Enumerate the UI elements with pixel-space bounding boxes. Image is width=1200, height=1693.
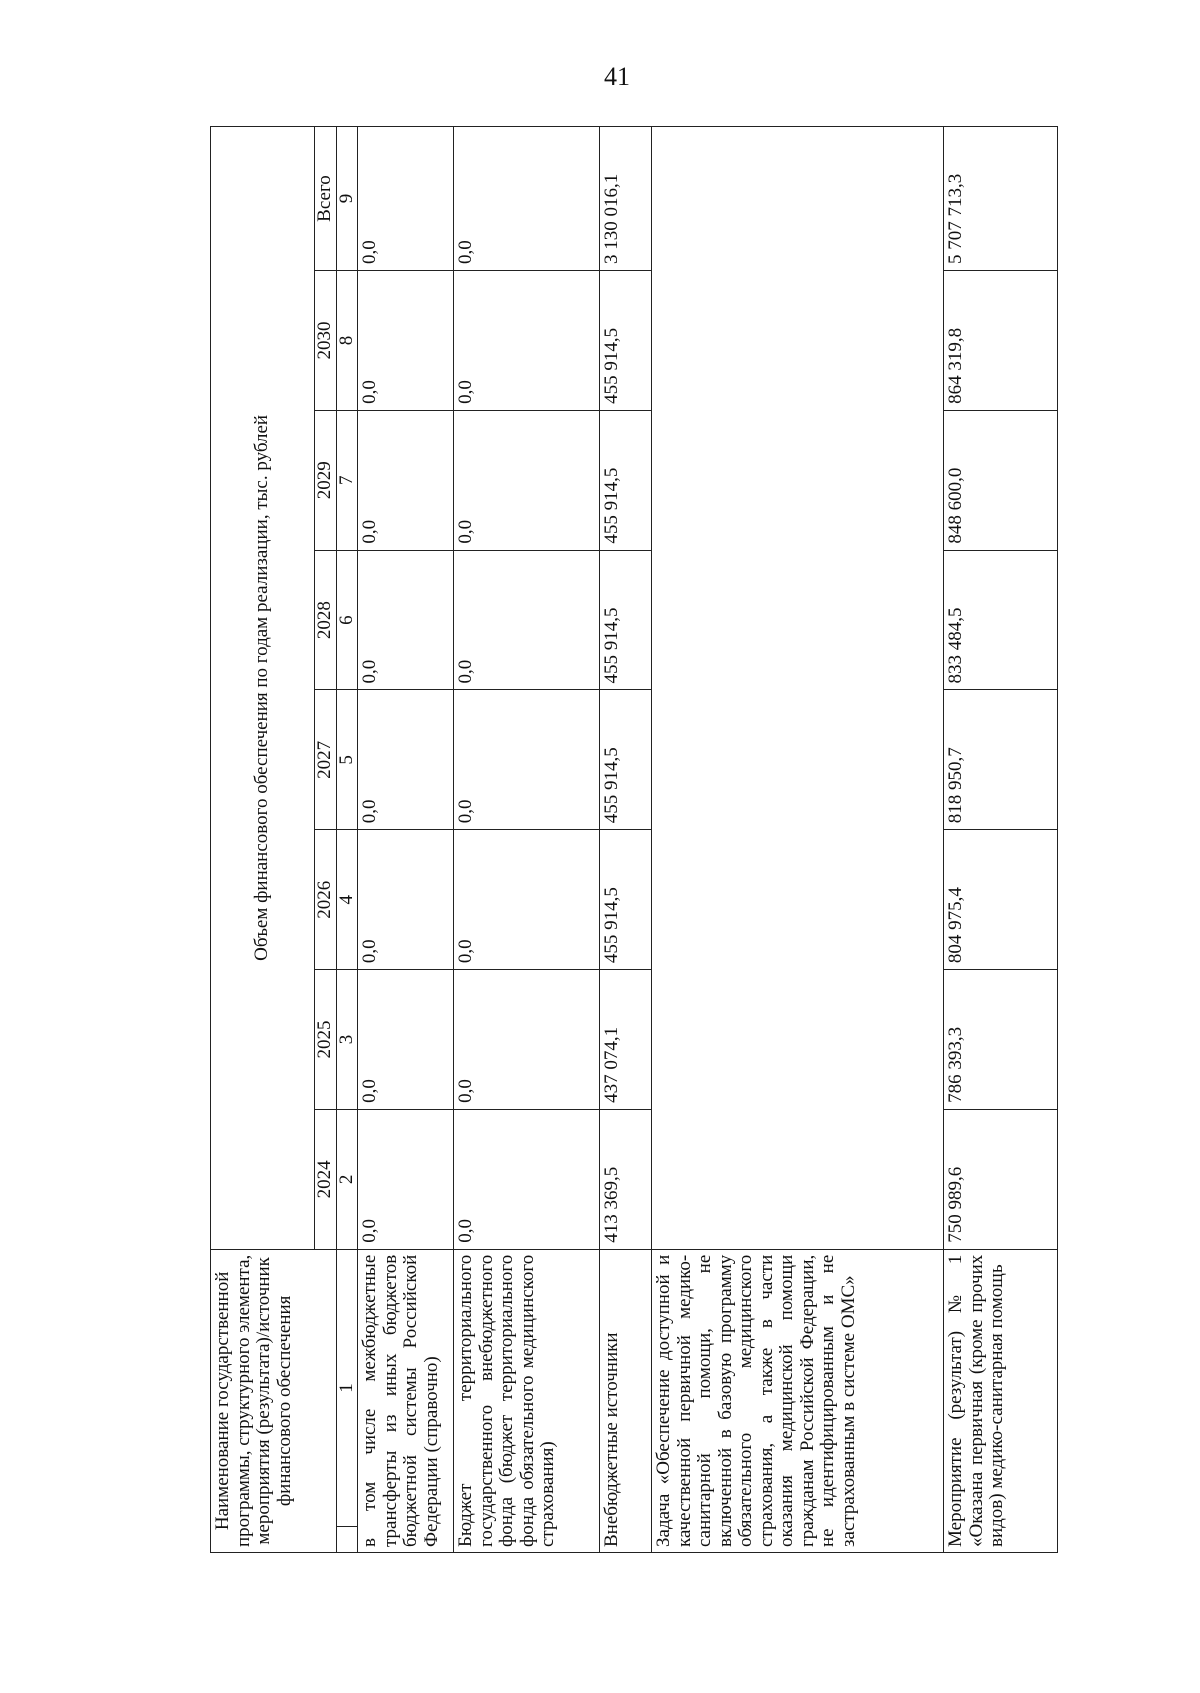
page-number: 41 (604, 62, 630, 91)
value-cell: 413 369,5 (600, 1109, 652, 1249)
rotated-table-wrapper (210, 126, 1058, 1553)
value-cell: 5 707 713,3 (944, 127, 1058, 271)
header-colnum-2: 2 (336, 1109, 358, 1249)
header-volume: Объем финансового обеспечения по годам реализации, тыс. рублей (211, 127, 315, 1250)
table-row (454, 127, 600, 1553)
value-cell: 750 989,6 (944, 1109, 1058, 1249)
header-colnum-5: 5 (336, 690, 358, 830)
value-cell: 848 600,0 (944, 410, 1058, 550)
row-name-measure-1: Мероприятие (результат) № 1 «Оказана первичная (кроме прочих видов) медико-санитарная помощь (944, 1249, 1058, 1552)
value-cell: 0,0 (454, 830, 600, 970)
financing-table (210, 126, 1058, 1553)
header-colnum-1: 1 (336, 1249, 358, 1527)
value-cell: 786 393,3 (944, 970, 1058, 1110)
value-cell: 0,0 (454, 1109, 600, 1249)
header-colnum-7: 7 (336, 410, 358, 550)
value-cell: 455 914,5 (600, 830, 652, 970)
header-year-2024: 2024 (315, 1109, 337, 1249)
value-cell: 818 950,7 (944, 690, 1058, 830)
value-cell: 455 914,5 (600, 690, 652, 830)
task-row-empty-cell (652, 127, 944, 1250)
value-cell: 0,0 (358, 830, 454, 970)
header-colnum-9: 9 (336, 127, 358, 271)
table-row (358, 127, 454, 1553)
value-cell: 437 074,1 (600, 970, 652, 1110)
value-cell: 833 484,5 (944, 550, 1058, 690)
value-cell: 455 914,5 (600, 550, 652, 690)
value-cell: 0,0 (358, 550, 454, 690)
row-name-task-primary-care: Задача «Обеспечение доступной и качественной первичной медико-санитарной помощи, не включенной в базовую программу обязательного медицинского страхования, а также в части оказания медицинской помощи гражданам Российской Федерации, не идентифицированным и не застрахованным в системе ОМС» (652, 1249, 944, 1552)
value-cell: 0,0 (454, 410, 600, 550)
table-row (652, 127, 944, 1553)
header-colnum-spacer (336, 1527, 358, 1553)
header-name-column: Наименование государственной программы, структурного элемента, мероприятия (результата)/источник финансового обеспечения (211, 1249, 337, 1552)
header-year-2028: 2028 (315, 550, 337, 690)
value-cell: 3 130 016,1 (600, 127, 652, 271)
header-year-2026: 2026 (315, 830, 337, 970)
header-colnum-8: 8 (336, 271, 358, 411)
value-cell: 0,0 (454, 271, 600, 411)
value-cell: 0,0 (454, 970, 600, 1110)
header-colnum-6: 6 (336, 550, 358, 690)
header-colnum-4: 4 (336, 830, 358, 970)
header-year-2025: 2025 (315, 970, 337, 1110)
value-cell: 455 914,5 (600, 410, 652, 550)
row-name-interbudget-transfers: в том числе межбюджетные трансферты из иных бюджетов бюджетной системы Российской Федерации (справочно) (358, 1249, 454, 1552)
value-cell: 864 319,8 (944, 271, 1058, 411)
value-cell: 804 975,4 (944, 830, 1058, 970)
value-cell: 0,0 (454, 127, 600, 271)
value-cell: 0,0 (358, 271, 454, 411)
value-cell: 0,0 (358, 690, 454, 830)
header-year-2027: 2027 (315, 690, 337, 830)
value-cell: 0,0 (358, 127, 454, 271)
header-year-2029: 2029 (315, 410, 337, 550)
table-row (944, 127, 1058, 1553)
value-cell: 455 914,5 (600, 271, 652, 411)
header-total: Всего (315, 127, 337, 271)
value-cell: 0,0 (358, 970, 454, 1110)
value-cell: 0,0 (358, 410, 454, 550)
row-name-territorial-fund: Бюджет территориального государственного внебюджетного фонда (бюджет территориального фонда обязательного медицинского страхования) (454, 1249, 600, 1552)
row-name-extrabudget: Внебюджетные источники (600, 1249, 652, 1552)
table-row (600, 127, 652, 1553)
value-cell: 0,0 (358, 1109, 454, 1249)
value-cell: 0,0 (454, 550, 600, 690)
value-cell: 0,0 (454, 690, 600, 830)
header-year-2030: 2030 (315, 271, 337, 411)
header-colnum-3: 3 (336, 970, 358, 1110)
